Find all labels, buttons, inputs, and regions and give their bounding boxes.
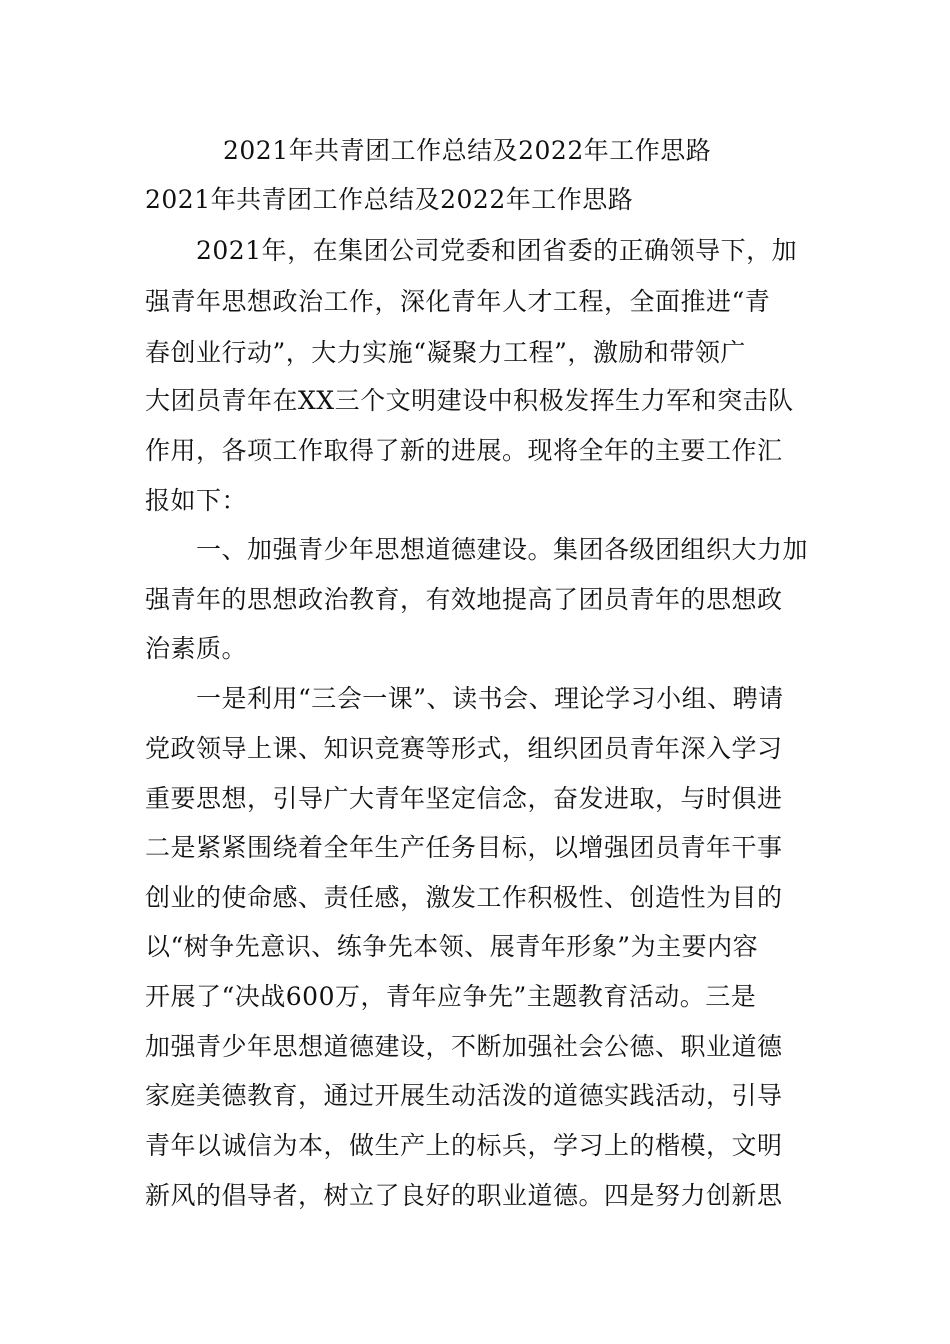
paragraph-line: 春创业行动”，大力实施“凝聚力工程”，激励和带领广 (145, 338, 746, 367)
document-title: 2021年共青团工作总结及2022年工作思路 (223, 136, 712, 165)
paragraph-line: 新风的倡导者，树立了良好的职业道德。四是努力创新思 (145, 1181, 783, 1210)
document-subtitle: 2021年共青团工作总结及2022年工作思路 (145, 185, 634, 214)
paragraph-line: 报如下： (145, 486, 248, 515)
paragraph-line: 青年以诚信为本，做生产上的标兵，学习上的楷模，文明 (145, 1131, 783, 1160)
paragraph-line: 2021年，在集团公司党委和团省委的正确领导下，加 (145, 236, 798, 265)
paragraph-line: 强青年思想政治工作，深化青年人才工程，全面推进“青 (145, 287, 771, 316)
paragraph-line: 二是紧紧围绕着全年生产任务目标，以增强团员青年干事 (145, 833, 783, 862)
paragraph-line: 重要思想，引导广大青年坚定信念，奋发进取，与时俱进 (145, 784, 783, 813)
paragraph-line: 创业的使命感、责任感，激发工作积极性、创造性为目的 (145, 883, 783, 912)
paragraph-line: 作用，各项工作取得了新的进展。现将全年的主要工作汇 (145, 436, 783, 465)
paragraph-line: 一是利用“三会一课”、读书会、理论学习小组、聘请 (145, 684, 784, 713)
paragraph-line: 党政领导上课、知识竞赛等形式，组织团员青年深入学习 (145, 734, 783, 763)
paragraph-line: 一、加强青少年思想道德建设。集团各级团组织大力加 (145, 535, 809, 564)
paragraph-line: 大团员青年在XX三个文明建设中积极发挥生力军和突击队 (145, 386, 794, 415)
paragraph-line: 以“树争先意识、练争先本领、展青年形象”为主要内容 (145, 932, 759, 961)
paragraph-line: 家庭美德教育，通过开展生动活泼的道德实践活动，引导 (145, 1081, 783, 1110)
paragraph-line: 治素质。 (145, 634, 248, 663)
paragraph-line: 强青年的思想政治教育，有效地提高了团员青年的思想政 (145, 585, 783, 614)
paragraph-line: 加强青少年思想道德建设，不断加强社会公德、职业道德 (145, 1032, 783, 1061)
paragraph-line: 开展了“决战600万，青年应争先”主题教育活动。三是 (145, 982, 757, 1011)
